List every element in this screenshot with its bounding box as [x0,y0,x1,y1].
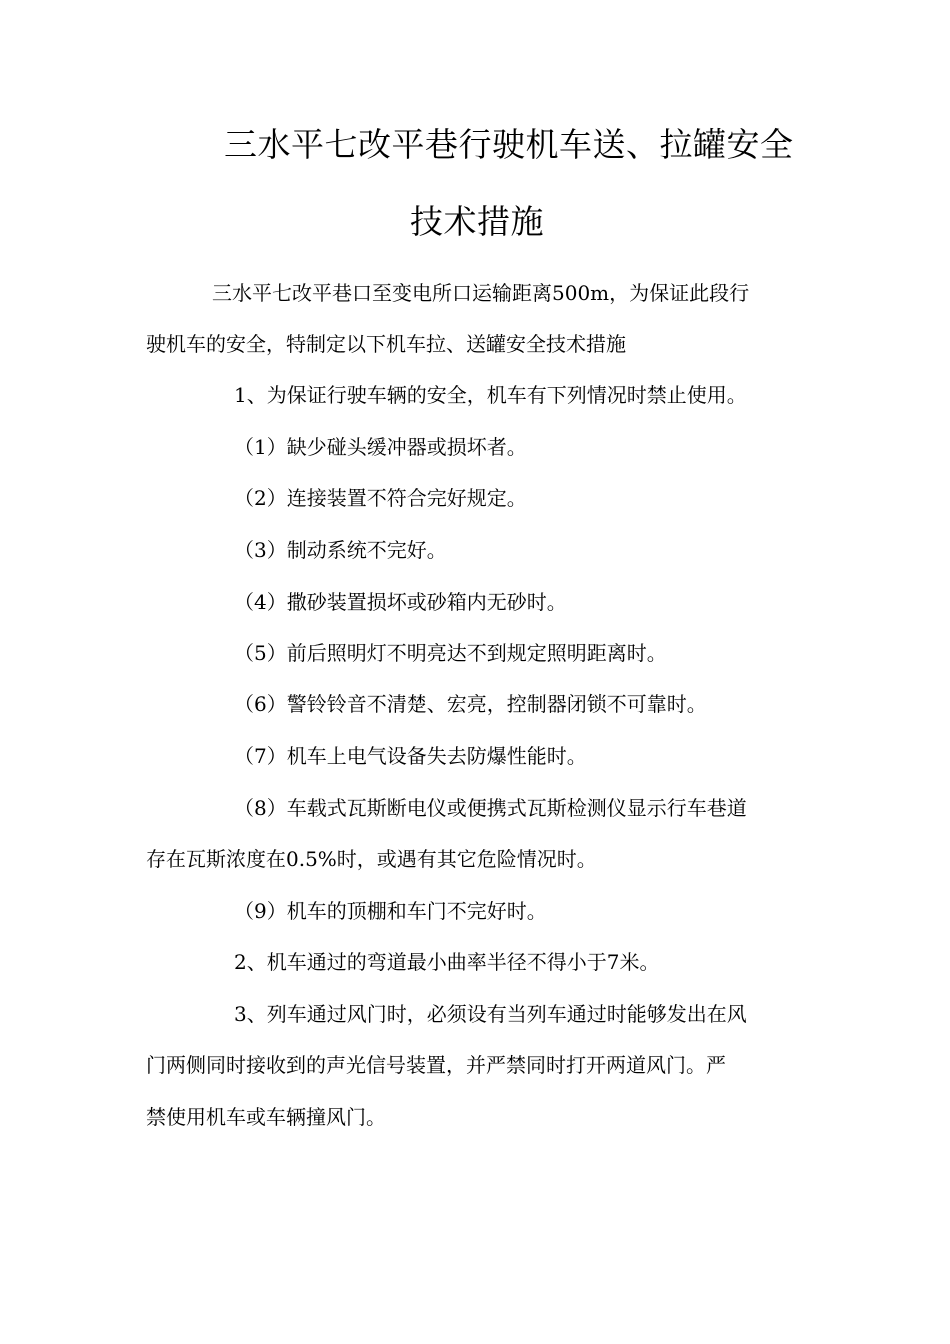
sub-item-5: （5）前后照明灯不明亮达不到规定照明距离时。 [234,641,667,665]
sub-item-7: （7）机车上电气设备失去防爆性能时。 [234,744,587,768]
sub-item-4: （4）撒砂装置损坏或砂箱内无砂时。 [234,590,567,614]
sub-item-2: （2）连接装置不符合完好规定。 [234,486,527,510]
sub-item-8-line-1: （8）车载式瓦斯断电仪或便携式瓦斯检测仪显示行车巷道 [234,796,747,820]
intro-line-2: 驶机车的安全，特制定以下机车拉、送罐安全技术措施 [146,332,626,356]
intro-line-1: 三水平七改平巷口至变电所口运输距离500m，为保证此段行 [212,281,750,305]
sub-item-8-line-2: 存在瓦斯浓度在0.5%时，或遇有其它危险情况时。 [146,847,597,871]
document-title-line-2: 技术措施 [410,202,544,241]
sub-item-9: （9）机车的顶棚和车门不完好时。 [234,899,547,923]
sub-item-1: （1）缺少碰头缓冲器或损坏者。 [234,435,527,459]
item-3-line-2: 门两侧同时接收到的声光信号装置，并严禁同时打开两道风门。严 [146,1053,726,1077]
item-1: 1、为保证行驶车辆的安全，机车有下列情况时禁止使用。 [234,383,747,407]
document-title-line-1: 三水平七改平巷行驶机车送、拉罐安全 [224,125,794,164]
item-3-line-3: 禁使用机车或车辆撞风门。 [146,1105,386,1129]
item-2: 2、机车通过的弯道最小曲率半径不得小于7米。 [234,950,660,974]
item-3-line-1: 3、列车通过风门时，必须设有当列车通过时能够发出在风 [234,1002,747,1026]
sub-item-3: （3）制动系统不完好。 [234,538,447,562]
sub-item-6: （6）警铃铃音不清楚、宏亮，控制器闭锁不可靠时。 [234,692,707,716]
